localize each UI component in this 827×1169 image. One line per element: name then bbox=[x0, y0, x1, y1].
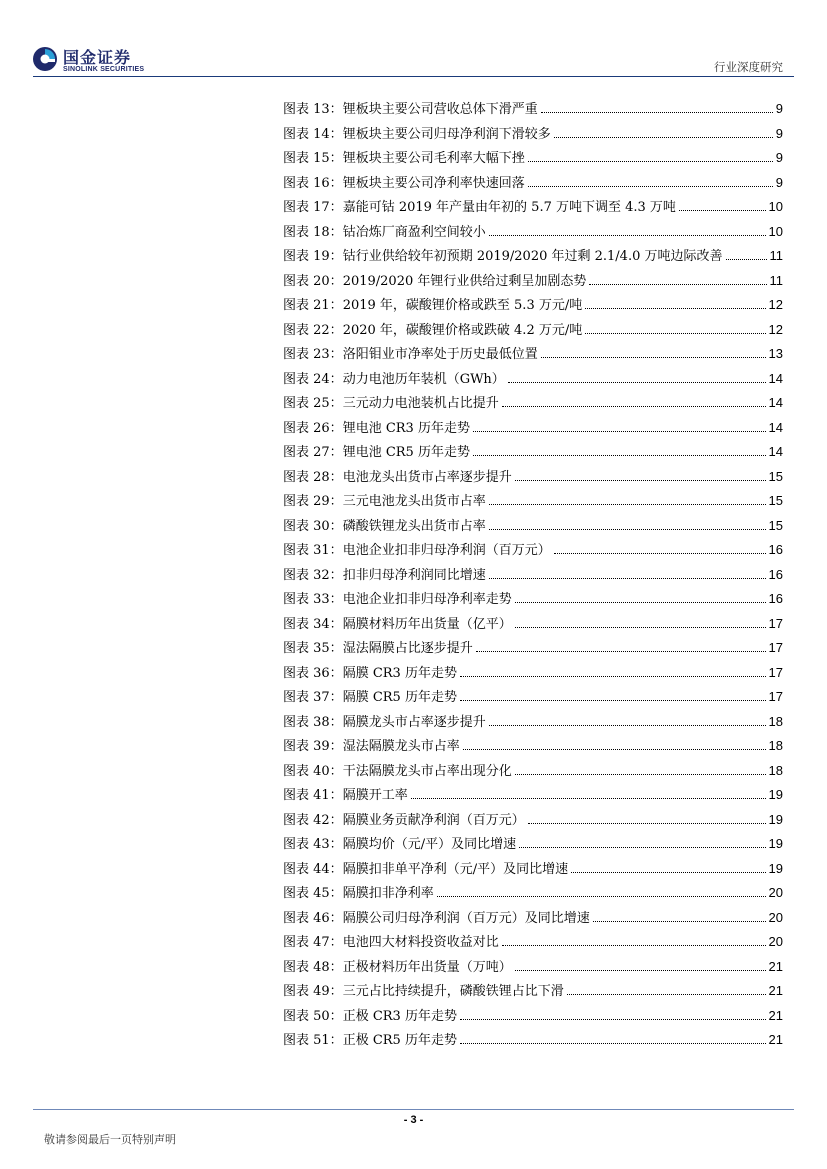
toc-dot-leader bbox=[489, 504, 766, 505]
toc-entry-page: 13 bbox=[768, 346, 783, 361]
toc-entry-page: 9 bbox=[775, 174, 783, 190]
toc-entry-page: 19 bbox=[768, 787, 783, 802]
toc-entry[interactable] bbox=[283, 882, 783, 907]
toc-entry-title: 2019 年，碳酸锂价格或跌至 5.3 万元/吨 bbox=[342, 298, 583, 313]
toc-entry-label: 图表 45： bbox=[283, 886, 343, 901]
toc-dot-leader bbox=[489, 725, 766, 726]
toc-entry-page: 15 bbox=[768, 468, 783, 484]
toc-entry-page: 14 bbox=[768, 419, 783, 435]
toc-entry[interactable] bbox=[283, 662, 783, 687]
toc-entry-title: 隔膜开工率 bbox=[342, 788, 408, 803]
toc-dot-leader bbox=[460, 676, 766, 677]
toc-entry-label: 图表 26： bbox=[283, 420, 343, 436]
toc-entry[interactable] bbox=[283, 368, 783, 393]
toc-entry-page: 21 bbox=[768, 1007, 783, 1023]
toc-entry[interactable] bbox=[283, 760, 783, 785]
toc-entry[interactable] bbox=[283, 907, 783, 932]
toc-entry-page: 17 bbox=[768, 640, 783, 655]
toc-entry-page: 12 bbox=[768, 321, 783, 337]
toc-dot-leader bbox=[489, 578, 766, 579]
toc-entry-title: 三元动力电池装机占比提升 bbox=[342, 396, 499, 411]
toc-entry-page: 18 bbox=[768, 713, 783, 729]
toc-entry-title: 电池龙头出货市占率逐步提升 bbox=[342, 469, 512, 485]
toc-entry-label: 图表 29： bbox=[283, 494, 343, 509]
toc-entry-page: 17 bbox=[768, 664, 783, 680]
toc-dot-leader bbox=[515, 774, 766, 775]
toc-entry[interactable] bbox=[283, 245, 783, 270]
toc-entry-page: 15 bbox=[768, 493, 783, 508]
logo-english-name: SINOLINK SECURITIES bbox=[63, 66, 145, 73]
toc-entry-label: 图表 49： bbox=[283, 984, 343, 999]
toc-entry-label: 图表 15： bbox=[283, 151, 343, 166]
toc-entry-title: 隔膜 CR5 历年走势 bbox=[342, 690, 457, 705]
toc-entry[interactable] bbox=[283, 931, 783, 956]
toc-entry[interactable] bbox=[283, 858, 783, 883]
toc-dot-leader bbox=[515, 602, 766, 603]
toc-entry-label: 图表 22： bbox=[283, 322, 343, 338]
toc-entry-label: 图表 33： bbox=[283, 592, 343, 607]
toc-dot-leader bbox=[411, 798, 766, 799]
toc-entry-label: 图表 40： bbox=[283, 763, 343, 779]
toc-entry-title: 隔膜公司归母净利润（百万元）及同比增速 bbox=[342, 910, 590, 926]
toc-dot-leader bbox=[476, 651, 766, 652]
toc-entry-title: 隔膜 CR3 历年走势 bbox=[342, 665, 457, 681]
toc-entry[interactable] bbox=[283, 539, 783, 564]
toc-entry[interactable] bbox=[283, 417, 783, 442]
toc-entry-page: 19 bbox=[768, 811, 783, 827]
logo-chinese-name: 国金证券 bbox=[63, 48, 132, 67]
company-logo bbox=[32, 44, 162, 78]
toc-dot-leader bbox=[528, 823, 766, 824]
toc-entry-label: 图表 25： bbox=[283, 396, 343, 411]
toc-dot-leader bbox=[519, 847, 765, 848]
toc-dot-leader bbox=[473, 455, 766, 456]
toc-entry[interactable] bbox=[283, 588, 783, 613]
toc-entry-page: 14 bbox=[768, 370, 783, 386]
toc-entry-label: 图表 38： bbox=[283, 714, 343, 730]
toc-entry-page: 10 bbox=[768, 223, 783, 239]
toc-entry-title: 磷酸铁锂龙头出货市占率 bbox=[342, 518, 486, 534]
toc-entry-title: 电池四大材料投资收益对比 bbox=[342, 935, 499, 950]
toc-dot-leader bbox=[460, 1043, 766, 1044]
toc-entry[interactable] bbox=[283, 392, 783, 417]
toc-entry-title: 隔膜材料历年出货量（亿平） bbox=[342, 616, 512, 632]
toc-entry[interactable] bbox=[283, 123, 783, 148]
toc-dot-leader bbox=[460, 700, 766, 701]
report-type: 行业深度研究 bbox=[714, 60, 783, 74]
toc-entry[interactable] bbox=[283, 735, 783, 760]
toc-entry-page: 18 bbox=[768, 762, 783, 778]
toc-entry[interactable] bbox=[283, 294, 783, 319]
toc-dot-leader bbox=[541, 112, 773, 113]
footer-disclaimer: 敬请参阅最后一页特别声明 bbox=[44, 1133, 176, 1146]
toc-dot-leader bbox=[528, 186, 773, 187]
toc-entry-page: 12 bbox=[768, 297, 783, 312]
toc-entry-label: 图表 34： bbox=[283, 616, 343, 632]
toc-entry-title: 洛阳钼业市净率处于历史最低位置 bbox=[342, 347, 538, 362]
toc-entry[interactable] bbox=[283, 833, 783, 858]
toc-entry-label: 图表 50： bbox=[283, 1008, 343, 1024]
toc-dot-leader bbox=[515, 480, 766, 481]
toc-entry-label: 图表 27： bbox=[283, 445, 343, 460]
toc-entry-title: 三元占比持续提升，磷酸铁锂占比下滑 bbox=[342, 984, 564, 999]
toc-entry-title: 正极 CR5 历年走势 bbox=[342, 1033, 457, 1048]
toc-entry-title: 锂板块主要公司毛利率大幅下挫 bbox=[342, 151, 525, 166]
toc-entry-page: 16 bbox=[768, 542, 783, 557]
toc-entry-label: 图表 32： bbox=[283, 567, 343, 583]
toc-entry-title: 湿法隔膜龙头市占率 bbox=[342, 739, 460, 754]
toc-entry-page: 20 bbox=[768, 909, 783, 925]
toc-dot-leader bbox=[726, 259, 767, 260]
toc-entry[interactable] bbox=[283, 98, 783, 123]
toc-entry-title: 锂板块主要公司净利率快速回落 bbox=[342, 175, 525, 191]
toc-entry-label: 图表 41： bbox=[283, 788, 343, 803]
toc-dot-leader bbox=[515, 970, 766, 971]
toc-entry[interactable] bbox=[283, 686, 783, 711]
toc-entry-page: 18 bbox=[768, 738, 783, 753]
toc-entry[interactable] bbox=[283, 711, 783, 736]
toc-entry-page: 9 bbox=[775, 125, 783, 141]
toc-entry-label: 图表 35： bbox=[283, 641, 343, 656]
toc-entry-title: 隔膜均价（元/平）及同比增速 bbox=[342, 837, 517, 852]
toc-entry-label: 图表 47： bbox=[283, 935, 343, 950]
toc-entry-label: 图表 23： bbox=[283, 347, 343, 362]
toc-entry[interactable] bbox=[283, 319, 783, 344]
toc-entry-title: 干法隔膜龙头市占率出现分化 bbox=[342, 763, 512, 779]
toc-entry-title: 电池企业扣非归母净利润（百万元） bbox=[342, 543, 551, 558]
toc-entry-title: 锂电池 CR5 历年走势 bbox=[342, 445, 470, 460]
sinolink-logo-icon bbox=[32, 46, 58, 72]
toc-entry-title: 锂电池 CR3 历年走势 bbox=[342, 420, 470, 436]
toc-entry-label: 图表 14： bbox=[283, 126, 343, 142]
toc-dot-leader bbox=[463, 749, 766, 750]
toc-entry[interactable] bbox=[283, 441, 783, 466]
header-divider bbox=[33, 76, 794, 77]
toc-entry-page: 11 bbox=[769, 248, 783, 263]
toc-entry-label: 图表 39： bbox=[283, 739, 343, 754]
toc-dot-leader bbox=[528, 161, 773, 162]
toc-entry-page: 9 bbox=[775, 101, 783, 116]
toc-entry[interactable] bbox=[283, 490, 783, 515]
toc-entry-page: 17 bbox=[768, 689, 783, 704]
toc-dot-leader bbox=[593, 921, 766, 922]
toc-dot-leader bbox=[554, 553, 766, 554]
toc-entry-page: 9 bbox=[775, 150, 783, 165]
toc-entry-label: 图表 37： bbox=[283, 690, 343, 705]
toc-entry-title: 隔膜龙头市占率逐步提升 bbox=[342, 714, 486, 730]
figure-list bbox=[283, 98, 783, 1054]
toc-entry[interactable] bbox=[283, 270, 783, 295]
footer-divider bbox=[33, 1109, 794, 1110]
page-number: - 3 - bbox=[403, 1114, 424, 1126]
toc-dot-leader bbox=[460, 1019, 766, 1020]
toc-entry-title: 扣非归母净利润同比增速 bbox=[342, 567, 486, 583]
toc-entry-page: 14 bbox=[768, 444, 783, 459]
toc-entry[interactable] bbox=[283, 784, 783, 809]
toc-entry-title: 正极 CR3 历年走势 bbox=[342, 1008, 457, 1024]
toc-entry[interactable] bbox=[283, 809, 783, 834]
page-header bbox=[0, 0, 827, 80]
toc-dot-leader bbox=[589, 284, 766, 285]
toc-entry-title: 动力电池历年装机（GWh） bbox=[342, 371, 505, 387]
toc-dot-leader bbox=[437, 896, 766, 897]
toc-dot-leader bbox=[473, 431, 766, 432]
toc-entry-title: 湿法隔膜占比逐步提升 bbox=[342, 641, 473, 656]
toc-dot-leader bbox=[502, 406, 766, 407]
toc-entry-label: 图表 44： bbox=[283, 861, 343, 877]
toc-entry[interactable] bbox=[283, 1029, 783, 1054]
toc-entry[interactable] bbox=[283, 564, 783, 589]
toc-entry-page: 17 bbox=[768, 615, 783, 631]
toc-entry[interactable] bbox=[283, 515, 783, 540]
toc-entry-label: 图表 21： bbox=[283, 298, 343, 313]
toc-dot-leader bbox=[515, 627, 766, 628]
toc-dot-leader bbox=[554, 137, 773, 138]
toc-entry-page: 21 bbox=[768, 1032, 783, 1047]
toc-entry-title: 隔膜扣非单平净利（元/平）及同比增速 bbox=[342, 861, 569, 877]
toc-entry-page: 21 bbox=[768, 958, 783, 974]
toc-entry[interactable] bbox=[283, 147, 783, 172]
toc-entry-title: 电池企业扣非归母净利率走势 bbox=[342, 592, 512, 607]
toc-dot-leader bbox=[508, 382, 766, 383]
toc-entry[interactable] bbox=[283, 980, 783, 1005]
toc-entry-page: 15 bbox=[768, 517, 783, 533]
toc-entry[interactable] bbox=[283, 172, 783, 197]
toc-entry-label: 图表 31： bbox=[283, 543, 343, 558]
toc-entry-label: 图表 18： bbox=[283, 224, 343, 240]
toc-dot-leader bbox=[489, 235, 766, 236]
toc-entry[interactable] bbox=[283, 343, 783, 368]
toc-entry[interactable] bbox=[283, 196, 783, 221]
toc-entry-title: 2019/2020 年锂行业供给过剩呈加剧态势 bbox=[342, 273, 587, 289]
toc-entry-page: 11 bbox=[769, 272, 783, 288]
toc-entry-page: 14 bbox=[768, 395, 783, 410]
toc-entry-title: 钴行业供给较年初预期 2019/2020 年过剩 2.1/4.0 万吨边际改善 bbox=[342, 249, 723, 264]
toc-entry-title: 锂板块主要公司归母净利润下滑较多 bbox=[342, 126, 551, 142]
toc-entry-page: 19 bbox=[768, 836, 783, 851]
toc-entry-title: 2020 年，碳酸锂价格或跌破 4.2 万元/吨 bbox=[342, 322, 583, 338]
toc-dot-leader bbox=[489, 529, 766, 530]
toc-entry-page: 19 bbox=[768, 860, 783, 876]
toc-entry-label: 图表 42： bbox=[283, 812, 343, 828]
toc-dot-leader bbox=[585, 308, 765, 309]
toc-entry[interactable] bbox=[283, 637, 783, 662]
toc-entry-title: 隔膜扣非净利率 bbox=[342, 886, 434, 901]
toc-entry-page: 16 bbox=[768, 566, 783, 582]
toc-entry-label: 图表 48： bbox=[283, 959, 343, 975]
toc-entry-label: 图表 19： bbox=[283, 249, 343, 264]
toc-entry-label: 图表 30： bbox=[283, 518, 343, 534]
toc-entry-label: 图表 17： bbox=[283, 200, 343, 215]
toc-entry[interactable] bbox=[283, 956, 783, 981]
toc-entry-label: 图表 28： bbox=[283, 469, 343, 485]
toc-entry-label: 图表 16： bbox=[283, 175, 343, 191]
toc-entry-title: 正极材料历年出货量（万吨） bbox=[342, 959, 512, 975]
toc-entry-title: 嘉能可钴 2019 年产量由年初的 5.7 万吨下调至 4.3 万吨 bbox=[342, 200, 676, 215]
toc-entry-label: 图表 43： bbox=[283, 837, 343, 852]
toc-entry-label: 图表 46： bbox=[283, 910, 343, 926]
toc-entry[interactable] bbox=[283, 613, 783, 638]
toc-entry-page: 20 bbox=[768, 885, 783, 900]
toc-entry[interactable] bbox=[283, 221, 783, 246]
toc-entry[interactable] bbox=[283, 466, 783, 491]
toc-dot-leader bbox=[679, 210, 766, 211]
toc-entry-title: 三元电池龙头出货市占率 bbox=[342, 494, 486, 509]
toc-entry-title: 钴冶炼厂商盈利空间较小 bbox=[342, 224, 486, 240]
toc-entry-label: 图表 36： bbox=[283, 665, 343, 681]
toc-entry-title: 隔膜业务贡献净利润（百万元） bbox=[342, 812, 525, 828]
toc-entry-label: 图表 24： bbox=[283, 371, 343, 387]
toc-entry-page: 20 bbox=[768, 934, 783, 949]
toc-entry[interactable] bbox=[283, 1005, 783, 1030]
toc-dot-leader bbox=[567, 994, 766, 995]
toc-entry-title: 锂板块主要公司营收总体下滑严重 bbox=[342, 102, 538, 117]
toc-entry-page: 16 bbox=[768, 591, 783, 606]
toc-entry-page: 10 bbox=[768, 199, 783, 214]
toc-dot-leader bbox=[571, 872, 765, 873]
toc-dot-leader bbox=[585, 333, 765, 334]
toc-dot-leader bbox=[541, 357, 766, 358]
toc-entry-page: 21 bbox=[768, 983, 783, 998]
toc-entry-label: 图表 51： bbox=[283, 1033, 343, 1048]
toc-entry-label: 图表 20： bbox=[283, 273, 343, 289]
toc-dot-leader bbox=[502, 945, 766, 946]
toc-entry-label: 图表 13： bbox=[283, 102, 343, 117]
